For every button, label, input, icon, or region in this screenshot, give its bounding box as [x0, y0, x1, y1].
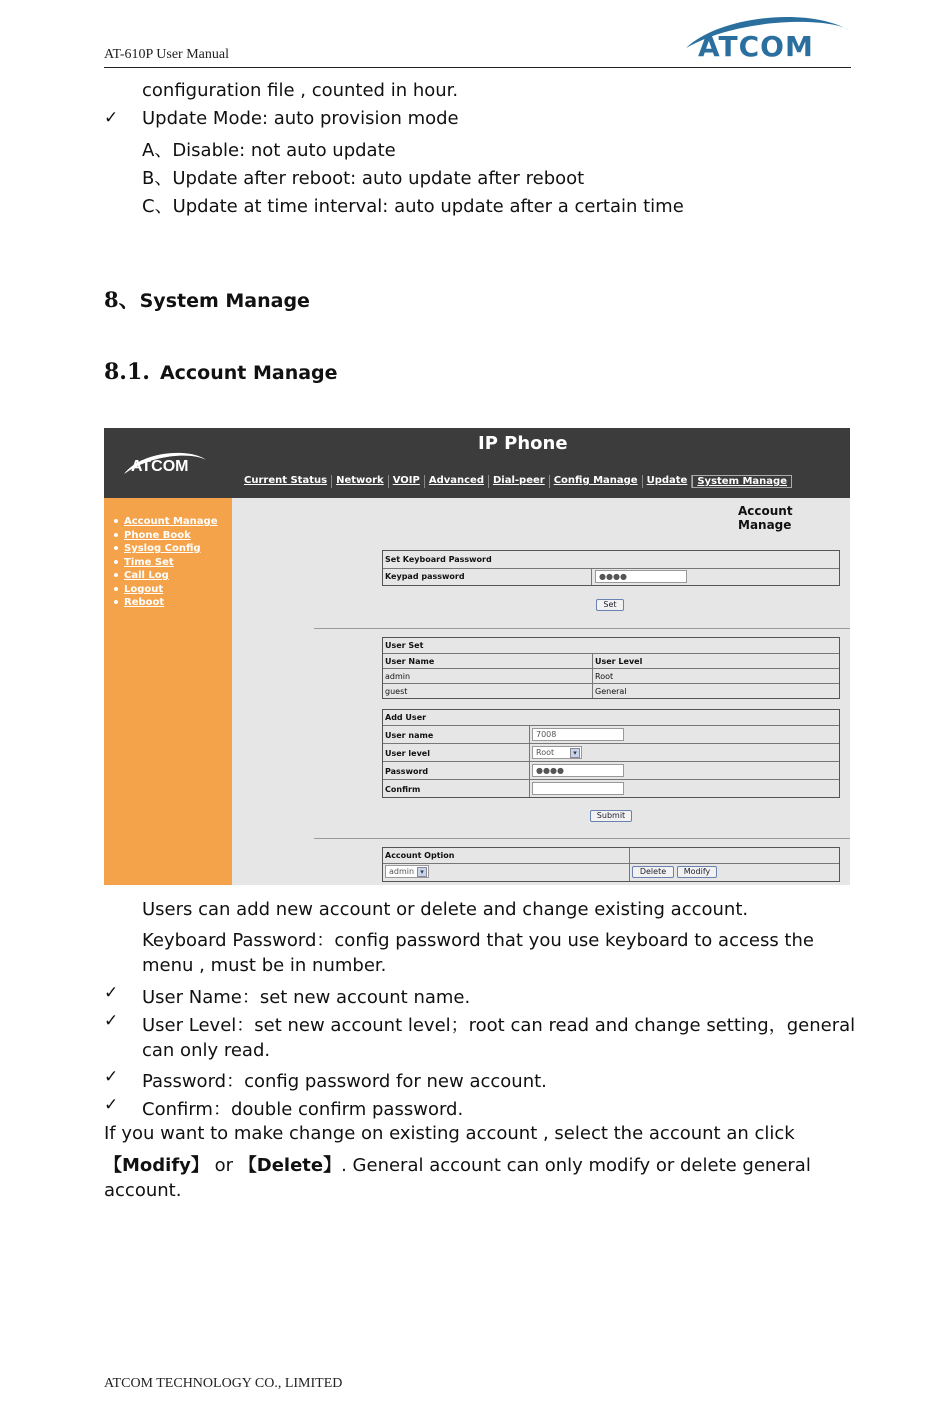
side-item-call-log[interactable]: Call Log	[114, 570, 217, 584]
user-level-select[interactable]: Root	[532, 746, 582, 759]
row-divider	[383, 725, 839, 726]
checkmark-icon: ✓	[104, 983, 119, 1003]
account-select[interactable]: admin	[385, 865, 429, 878]
delete-keyword: 【Delete】	[238, 1155, 342, 1176]
row-divider	[383, 683, 839, 684]
user-row-level: General	[595, 687, 627, 696]
checkmark-icon: ✓	[104, 1011, 119, 1031]
description-p4	[104, 1151, 811, 1177]
bullet-icon	[114, 519, 118, 523]
subsection-title: Account Manage	[159, 362, 338, 384]
account-option-table	[382, 847, 840, 882]
user-set-header: User Set	[385, 641, 424, 650]
subsection-heading	[104, 359, 338, 385]
nav-update[interactable]: Update	[643, 475, 693, 488]
side-nav	[104, 498, 232, 885]
bullet-password: Password：config password for new account.	[142, 1071, 547, 1092]
bullet-user-name: User Name：set new account name.	[142, 987, 471, 1008]
row-divider	[383, 743, 839, 744]
row-divider	[383, 863, 839, 864]
row-divider	[383, 668, 839, 669]
manual-title: AT-610P User Manual	[104, 47, 229, 62]
or-text: or	[208, 1155, 239, 1176]
update-mode-text: Update Mode: auto provision mode	[142, 108, 459, 129]
confirm-input[interactable]	[532, 782, 624, 795]
add-user-header: Add User	[385, 713, 427, 722]
header-rule	[104, 67, 851, 68]
nav-current-status[interactable]: Current Status	[240, 475, 332, 488]
option-b-text: B、Update after reboot: auto update after reboot	[142, 168, 585, 189]
keypad-password-label: Keypad password	[385, 572, 465, 581]
submit-button[interactable]: Submit	[590, 810, 632, 822]
user-row-level: Root	[595, 672, 614, 681]
chevron-down-icon[interactable]: ▾	[570, 748, 580, 758]
ip-phone-screenshot	[104, 428, 850, 885]
nav-advanced[interactable]: Advanced	[425, 475, 489, 488]
description-p3: If you want to make change on existing account , select the account an click	[104, 1123, 795, 1144]
bullet-icon	[114, 533, 118, 537]
description-p1: Users can add new account or delete and change existing account.	[142, 899, 749, 920]
nav-network[interactable]: Network	[332, 475, 389, 488]
nav-dial-peer[interactable]: Dial-peer	[489, 475, 550, 488]
nav-system-manage[interactable]: System Manage	[692, 475, 792, 488]
modify-keyword: 【Modify】	[104, 1155, 209, 1176]
keyboard-header: Set Keyboard Password	[385, 555, 492, 564]
user-row-name[interactable]: admin	[385, 672, 411, 681]
col-user-name: User Name	[385, 657, 435, 666]
separator	[314, 628, 850, 629]
account-option-header: Account Option	[385, 851, 455, 860]
checkmark-icon: ✓	[104, 1067, 119, 1087]
add-user-table	[382, 709, 840, 798]
row-divider	[383, 653, 839, 654]
delete-button[interactable]: Delete	[632, 866, 674, 878]
description-p4-rest: . General account can only modify or delete general	[341, 1155, 811, 1176]
row-divider	[383, 779, 839, 780]
bullet-user-level: User Level：set new account level；root can read and change setting，general	[142, 1015, 856, 1036]
option-a-text: A、Disable: not auto update	[142, 140, 396, 161]
subsection-number: 8.1.	[104, 359, 150, 385]
user-set-table	[382, 637, 840, 699]
bullet-icon	[114, 573, 118, 577]
user-name-input[interactable]: 7008	[532, 728, 624, 741]
side-item-reboot[interactable]: Reboot	[114, 597, 217, 611]
checkmark-icon: ✓	[104, 108, 119, 128]
col-user-level: User Level	[595, 657, 643, 666]
keypad-password-input[interactable]: ●●●●	[595, 570, 687, 583]
password-input[interactable]: ●●●●	[532, 764, 624, 777]
bullet-icon	[114, 600, 118, 604]
user-name-label: User name	[385, 731, 434, 740]
confirm-label: Confirm	[385, 785, 421, 794]
bullet-icon	[114, 560, 118, 564]
account-manage-title: Account Manage	[738, 504, 793, 532]
section-number: 8、	[104, 287, 140, 312]
side-item-time-set[interactable]: Time Set	[114, 557, 217, 571]
nav-config-manage[interactable]: Config Manage	[550, 475, 643, 488]
modify-button[interactable]: Modify	[677, 866, 717, 878]
col-divider	[629, 848, 630, 881]
description-p5: account.	[104, 1180, 182, 1201]
user-row-name[interactable]: guest	[385, 687, 408, 696]
chevron-down-icon[interactable]: ▾	[417, 867, 427, 877]
bullet-icon	[114, 587, 118, 591]
password-label: Password	[385, 767, 429, 776]
intro-line: configuration file , counted in hour.	[142, 80, 459, 101]
side-item-phone-book[interactable]: Phone Book	[114, 530, 217, 544]
section-heading	[104, 284, 310, 314]
footer-company: ATCOM TECHNOLOGY CO., LIMITED	[104, 1376, 343, 1391]
row-divider	[383, 761, 839, 762]
description-p2a: Keyboard Password：config password that you use keyboard to access the	[142, 930, 814, 951]
separator	[314, 838, 850, 839]
side-item-account-manage[interactable]: Account Manage	[114, 516, 217, 530]
bullet-user-level-cont: can only read.	[142, 1040, 271, 1061]
side-item-logout[interactable]: Logout	[114, 584, 217, 598]
nav-voip[interactable]: VOIP	[389, 475, 425, 488]
set-button[interactable]: Set	[596, 599, 624, 611]
user-level-label: User level	[385, 749, 430, 758]
top-nav	[240, 475, 792, 488]
screenshot-top-bar	[104, 428, 850, 498]
screenshot-logo-text: ATCOM	[131, 458, 189, 475]
section-title: System Manage	[139, 290, 310, 312]
side-item-syslog-config[interactable]: Syslog Config	[114, 543, 217, 557]
ip-phone-title: IP Phone	[478, 433, 568, 454]
atcom-logo-text: ATCOM	[698, 30, 814, 63]
col-divider	[591, 568, 592, 585]
keyboard-password-table	[382, 550, 840, 586]
col-divider	[592, 653, 593, 698]
bullet-confirm: Confirm：double confirm password.	[142, 1099, 464, 1120]
row-divider	[383, 568, 839, 569]
option-c-text: C、Update at time interval: auto update after a certain time	[142, 196, 684, 217]
description-p2b: menu , must be in number.	[142, 955, 387, 976]
checkmark-icon: ✓	[104, 1095, 119, 1115]
bullet-icon	[114, 546, 118, 550]
